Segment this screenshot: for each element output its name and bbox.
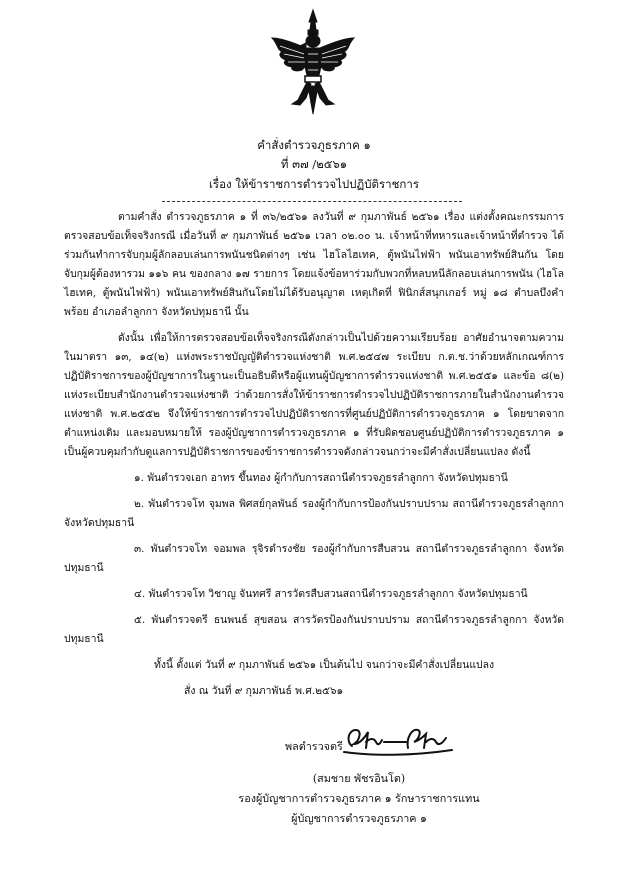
signer-rank: พลตำรวจตรี bbox=[285, 740, 343, 753]
signer-position: รองผู้บัญชาการตำรวจภูธรภาค ๑ รักษาราชการแทน bbox=[238, 792, 480, 805]
garuda-emblem-icon bbox=[270, 8, 356, 116]
list-item: ๓. พันตำรวจโท จอมพล รุจิรดำรงชัย รองผู้กำกับการสืบสวน สถานีตำรวจภูธรลำลูกกา จังหวัดปทุมธานี bbox=[64, 543, 564, 574]
signer-name: (สมชาย พัชรอินโต) bbox=[312, 772, 406, 785]
list-item: ๕. พันตำรวจตรี ธนพนธ์ สุขสอน สารวัตรป้องกันปราบปราม สถานีตำรวจภูธรลำลูกกา จังหวัดปทุมธานี bbox=[64, 614, 564, 645]
list-item: ๔. พันตำรวจโท วิชาญ จันทศรี สารวัตรสืบสวนสถานีตำรวจภูธรลำลูกกา จังหวัดปทุมธานี bbox=[134, 588, 528, 600]
order-body bbox=[64, 208, 564, 701]
list-item: ๒. พันตำรวจโท จุมพล พิศสย์กุลพันธ์ รองผู้กำกับการป้องกันปราบปราม สถานีตำรวจภูธรลำลูกกา จังหวัดปทุมธานี bbox=[64, 498, 564, 529]
order-number: ที่ ๓๗ /๒๕๖๑ bbox=[280, 157, 348, 171]
paragraph-authority: ดังนั้น เพื่อให้การตรวจสอบข้อเท็จจริงกรณีดังกล่าวเป็นไปด้วยความเรียบร้อย อาศัยอำนาจตามความในมาตรา ๑๓, ๑๔(๒) แห่งพระราชบัญญัติตำรวจแห่งชาติ พ.ศ.๒๕๔๗ ระเบียบ ก.ต.ช.ว่าด้วยหลักเกณฑ์การปฏิบัติราชการของผู้บัญชาการในฐานะเป็นอธิบดีหรือผู้แทนผู้บัญชาการตำรวจแห่งชาติ พ.ศ.๒๕๕๑ และข้อ ๘(๒) แห่งระเบียบสำนักงานตำรวจแห่งชาติ ว่าด้วยการสั่งให้ข้าราชการตำรวจไปปฏิบัติราชการภายในสำนักงานตำรวจแห่งชาติ พ.ศ.๒๕๕๒ จึงให้ข้าราชการตำรวจไปปฏิบัติราชการที่ศูนย์ปฏิบัติการตำรวจภูธรภาค ๑ โดยขาดจากตำแหน่งเดิม และมอบหมายให้ รองผู้บัญชาการตำรวจภูธรภาค ๑ ที่รับผิดชอบศูนย์ปฏิบัติการตำรวจภูธรภาค ๑ เป็นผู้ควบคุมกำกับดูแลการปฏิบัติราชการของข้าราชการตำรวจดังกล่าวจนกว่าจะมีคำสั่งเปลี่ยนแปลง ดังนี้ bbox=[64, 332, 564, 458]
order-subject: เรื่อง ให้ข้าราชการตำรวจไปปฏิบัติราชการ bbox=[208, 177, 420, 191]
header-divider bbox=[162, 201, 462, 202]
signer-position-title: ผู้บัญชาการตำรวจภูธรภาค ๑ bbox=[291, 812, 427, 825]
handwritten-signature bbox=[342, 722, 454, 758]
ordered-date: สั่ง ณ วันที่ ๙ กุมภาพันธ์ พ.ศ.๒๕๖๑ bbox=[184, 685, 344, 697]
list-item: ๑. พันตำรวจเอก อาทร ขึ้นทอง ผู้กำกับการสถานีตำรวจภูธรลำลูกกา จังหวัดปทุมธานี bbox=[134, 472, 508, 484]
effective-date: ทั้งนี้ ตั้งแต่ วันที่ ๙ กุมภาพันธ์ ๒๕๖๑ เป็นต้นไป จนกว่าจะมีคำสั่งเปลี่ยนแปลง bbox=[154, 659, 495, 671]
paragraph-background: ตามคำสั่ง ตำรวจภูธรภาค ๑ ที่ ๓๖/๒๕๖๑ ลงวันที่ ๙ กุมภาพันธ์ ๒๕๖๑ เรื่อง แต่งตั้งคณะกรรมการตรวจสอบข้อเท็จจริงกรณี เมื่อวันที่ ๙ กุมภาพันธ์ ๒๕๖๑ เวลา ๐๒.๐๐ น. เจ้าหน้าที่ทหารและเจ้าหน้าที่ตำรวจ ได้ร่วมกันทำการจับกุมผู้ลักลอบเล่นการพนันชนิดต่างๆ เช่น ไฮโลไฮเทค, ตู้พนันไฟฟ้า พนันเอาทรัพย์สินกัน โดยจับกุมผู้ต้องหารวม ๑๑๖ คน ของกลาง ๑๗ รายการ โดยแจ้งข้อหาร่วมกับพวกที่หลบหนีลักลอบเล่นการพนัน (ไฮโลไฮเทค, ตู้พนันไฟฟ้า) พนันเอาทรัพย์สินกันโดยไม่ได้รับอนุญาต เหตุเกิดที่ ฟินิกส์สนุกเกอร์ หมู่ ๑๘ ตำบลบึงคำพร้อย อำเภอลำลูกกา จังหวัดปทุมธานี นั้น bbox=[64, 211, 564, 318]
order-title: คำสั่งตำรวจภูธรภาค ๑ bbox=[257, 138, 371, 152]
